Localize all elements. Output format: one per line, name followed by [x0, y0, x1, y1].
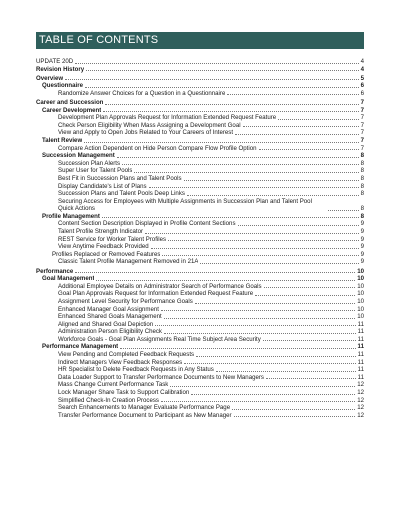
toc-entry[interactable] — [36, 258, 364, 266]
document-page — [36, 32, 364, 419]
toc-entry-title: Profile Management — [42, 212, 100, 220]
toc-page-number: 8 — [360, 167, 364, 175]
toc-entry[interactable] — [36, 114, 364, 122]
toc-page-number: 9 — [360, 250, 364, 258]
toc-page-number: 7 — [360, 121, 364, 129]
toc-entry-title: Additional Employee Details on Administrator Search of Performance Goals — [58, 282, 262, 290]
toc-entry[interactable] — [36, 183, 364, 191]
toc-leader-dots — [161, 310, 355, 311]
toc-entry-title: Data Loader Support to Transfer Performance Documents to New Managers — [58, 373, 264, 381]
toc-list — [36, 58, 364, 419]
toc-entry-title: Compare Action Dependent on Hide Person Compare Flow Profile Option — [58, 144, 257, 152]
toc-leader-dots — [164, 318, 356, 319]
toc-leader-dots — [264, 287, 356, 288]
toc-page-number: 8 — [360, 174, 364, 182]
toc-entry[interactable] — [36, 228, 364, 236]
toc-entry-title: Aligned and Shared Goal Depiction — [58, 320, 154, 328]
toc-entry[interactable] — [36, 275, 364, 283]
toc-page-number: 12 — [357, 396, 364, 404]
toc-entry[interactable] — [36, 137, 364, 145]
toc-entry[interactable] — [36, 190, 364, 198]
toc-leader-dots — [328, 210, 359, 211]
toc-page-number: 4 — [360, 65, 364, 73]
toc-leader-dots — [85, 87, 359, 88]
toc-page-number: 10 — [357, 282, 364, 290]
toc-leader-dots — [259, 149, 359, 150]
toc-entry-title: Search Enhancements to Manager Evaluate Performance Page — [58, 404, 231, 412]
toc-entry[interactable] — [36, 99, 364, 107]
toc-leader-dots — [134, 172, 358, 173]
toc-page-number: 8 — [360, 205, 364, 213]
toc-leader-dots — [191, 394, 355, 395]
toc-page-number: 8 — [360, 182, 364, 190]
toc-page-number: 8 — [360, 190, 364, 198]
toc-entry[interactable] — [36, 366, 364, 374]
toc-entry-title: Classic Talent Profile Management Removed in 21A — [58, 258, 199, 266]
toc-entry-title: Development Plan Approvals Request for Information Extended Request Feature — [58, 114, 277, 122]
toc-entry[interactable] — [36, 351, 364, 359]
toc-page-number: 11 — [357, 358, 364, 366]
toc-entry[interactable] — [36, 122, 364, 130]
toc-leader-dots — [187, 195, 359, 196]
toc-page-number: 11 — [357, 373, 364, 381]
toc-page-number: 11 — [357, 328, 364, 336]
toc-entry-title: Performance Management — [42, 343, 119, 351]
toc-page-number: 9 — [360, 243, 364, 251]
toc-entry[interactable] — [36, 243, 364, 251]
toc-page-number: 7 — [360, 144, 364, 152]
toc-leader-dots — [200, 263, 358, 264]
toc-entry-title: Succession Management — [42, 152, 115, 160]
toc-leader-dots — [184, 180, 359, 181]
toc-entry-title: Super User for Talent Pools — [58, 167, 133, 175]
toc-page-number: 10 — [357, 305, 364, 313]
toc-leader-dots — [103, 111, 358, 112]
toc-entry[interactable] — [36, 58, 364, 66]
toc-leader-dots — [195, 303, 355, 304]
toc-entry[interactable] — [36, 404, 364, 412]
toc-page-number: 11 — [357, 343, 364, 351]
toc-entry-title: Enhanced Manager Goal Assignment — [58, 305, 159, 313]
toc-leader-dots — [227, 94, 358, 95]
toc-page-number: 7 — [360, 106, 364, 114]
toc-entry-title: View Pending and Completed Feedback Requests — [58, 351, 195, 359]
toc-entry[interactable] — [36, 251, 364, 259]
toc-leader-dots — [234, 416, 356, 417]
toc-entry[interactable] — [36, 175, 364, 183]
toc-leader-dots — [102, 217, 359, 218]
toc-entry[interactable] — [36, 336, 364, 344]
toc-page-number: 8 — [360, 159, 364, 167]
toc-entry-title: Administration Person Eligibility Check — [58, 328, 162, 336]
toc-entry-title: Workforce Goals - Goal Plan Assignments Real Time Subject Area Security — [58, 335, 261, 343]
toc-entry-title: Performance — [36, 267, 74, 275]
toc-page-number: 6 — [360, 89, 364, 97]
toc-leader-dots — [184, 363, 355, 364]
toc-page-number: 12 — [357, 404, 364, 412]
toc-page-number: 11 — [357, 335, 364, 343]
toc-entry-title: REST Service for Worker Talent Profiles — [58, 235, 167, 243]
toc-entry[interactable] — [36, 66, 364, 74]
toc-leader-dots — [75, 63, 358, 64]
toc-leader-dots — [65, 79, 359, 80]
toc-entry-title: HR Specialist to Delete Feedback Requests in Any Status — [58, 366, 214, 374]
toc-page-number: 12 — [357, 411, 364, 419]
toc-leader-dots — [151, 248, 359, 249]
toc-entry[interactable] — [36, 397, 364, 405]
toc-entry[interactable] — [36, 359, 364, 367]
toc-leader-dots — [243, 126, 359, 127]
toc-entry-title: Assignment Level Security for Performance Goals — [58, 297, 193, 305]
toc-entry[interactable] — [36, 145, 364, 153]
toc-entry-title: Career Development — [42, 106, 102, 114]
toc-entry[interactable] — [36, 152, 364, 160]
toc-entry[interactable] — [36, 107, 364, 115]
toc-leader-dots — [196, 356, 356, 357]
toc-entry-title: Securing Access for Employees with Multiple Assignments in Succession Plan and Talent Pool Quick Actions — [58, 197, 312, 213]
toc-entry-title: Overview — [36, 74, 64, 82]
toc-entry[interactable] — [36, 381, 364, 389]
toc-entry[interactable] — [36, 412, 364, 420]
toc-entry-title: Mass Change Current Performance Task — [58, 381, 169, 389]
toc-entry-title: Profiles Replaced or Removed Features — [52, 250, 161, 258]
toc-entry[interactable] — [36, 90, 364, 98]
toc-entry-title: Succession Plans and Talent Pools Deep Links — [58, 190, 185, 198]
toc-entry[interactable] — [36, 160, 364, 168]
toc-leader-dots — [161, 401, 355, 402]
toc-header — [36, 32, 364, 49]
toc-entry-title: Display Candidate's List of Plans — [58, 182, 147, 190]
toc-entry[interactable] — [36, 343, 364, 351]
toc-leader-dots — [155, 325, 355, 326]
toc-leader-dots — [86, 70, 359, 71]
toc-leader-dots — [168, 240, 359, 241]
toc-page-number: 12 — [357, 389, 364, 397]
toc-leader-dots — [232, 409, 355, 410]
toc-entry-title: UPDATE 20D — [36, 58, 74, 65]
toc-entry-title: Succession Plan Alerts — [58, 159, 120, 167]
toc-entry[interactable] — [36, 167, 364, 175]
toc-leader-dots — [238, 225, 359, 226]
toc-leader-dots — [170, 386, 355, 387]
toc-page-number: 10 — [357, 275, 364, 283]
toc-page-number: 6 — [360, 82, 364, 90]
toc-page-number: 10 — [357, 290, 364, 298]
toc-page-number: 7 — [360, 136, 364, 144]
toc-leader-dots — [266, 378, 356, 379]
toc-page-number: 7 — [360, 98, 364, 106]
toc-entry-title: Simplified Check-In Creation Process — [58, 396, 159, 404]
toc-entry-title: Enhanced Shared Goals Management — [58, 313, 162, 321]
toc-page-number: 11 — [357, 366, 364, 374]
toc-leader-dots — [117, 157, 359, 158]
toc-page-number: 10 — [357, 297, 364, 305]
toc-entry-title: View Anytime Feedback Provided — [58, 243, 149, 251]
toc-entry-title: Content Section Description Displayed in Profile Content Sections — [58, 220, 236, 228]
toc-page-number: 7 — [360, 129, 364, 137]
toc-leader-dots — [84, 142, 358, 143]
toc-entry[interactable] — [36, 389, 364, 397]
toc-entry[interactable] — [36, 298, 364, 306]
toc-entry[interactable] — [36, 290, 364, 298]
toc-entry-title: Goal Management — [42, 275, 95, 283]
toc-page-number: 12 — [357, 381, 364, 389]
toc-page-number: 9 — [360, 228, 364, 236]
toc-entry-title: Lock Manager Share Task to Support Calibration — [58, 389, 190, 397]
toc-page-number: 7 — [360, 114, 364, 122]
toc-page-number: 11 — [357, 320, 364, 328]
toc-page-number: 10 — [357, 313, 364, 321]
toc-leader-dots — [164, 333, 356, 334]
toc-entry[interactable] — [36, 129, 364, 137]
toc-leader-dots — [122, 164, 359, 165]
toc-leader-dots — [149, 187, 359, 188]
toc-entry-title: Indirect Managers View Feedback Responses — [58, 358, 183, 366]
toc-entry-title: Goal Plan Approvals Request for Information Extended Request Feature — [58, 290, 254, 298]
toc-entry[interactable] — [36, 82, 364, 90]
toc-page-number: 4 — [360, 58, 364, 65]
toc-entry[interactable] — [36, 283, 364, 291]
toc-entry-title: Revision History — [36, 65, 85, 73]
toc-entry[interactable] — [36, 198, 364, 213]
toc-entry[interactable] — [36, 220, 364, 228]
toc-page-number: 9 — [360, 258, 364, 266]
toc-entry[interactable] — [36, 313, 364, 321]
toc-entry[interactable] — [36, 75, 364, 83]
toc-entry[interactable] — [36, 374, 364, 382]
toc-leader-dots — [255, 295, 355, 296]
toc-page-number: 9 — [360, 235, 364, 243]
toc-leader-dots — [96, 280, 355, 281]
toc-page-number: 5 — [360, 74, 364, 82]
toc-leader-dots — [120, 348, 355, 349]
toc-entry-title: View and Apply to Open Jobs Related to Your Careers of Interest — [58, 129, 234, 137]
toc-page-number: 10 — [357, 267, 364, 275]
toc-entry-title: Questionnaire — [42, 82, 83, 90]
toc-leader-dots — [278, 119, 358, 120]
toc-entry[interactable] — [36, 268, 364, 276]
toc-entry-title: Talent Profile Strength Indicator — [58, 228, 144, 236]
toc-entry[interactable] — [36, 321, 364, 329]
toc-entry[interactable] — [36, 306, 364, 314]
toc-entry-title: Best Fit in Succession Plans and Talent Pools — [58, 174, 182, 182]
toc-page-number: 8 — [360, 212, 364, 220]
toc-leader-dots — [235, 134, 359, 135]
toc-page-number: 8 — [360, 152, 364, 160]
toc-entry[interactable] — [36, 236, 364, 244]
toc-title: TABLE OF CONTENTS — [39, 34, 159, 46]
toc-entry-title: Transfer Performance Document to Participant as New Manager — [58, 411, 232, 419]
toc-leader-dots — [105, 104, 358, 105]
toc-entry[interactable] — [36, 328, 364, 336]
toc-leader-dots — [145, 233, 359, 234]
toc-leader-dots — [162, 255, 358, 256]
toc-leader-dots — [263, 340, 356, 341]
toc-page-number: 11 — [357, 351, 364, 359]
toc-entry-title: Talent Review — [42, 136, 83, 144]
toc-entry-title: Check Person Eligibility When Mass Assigning a Development Goal — [58, 121, 241, 129]
toc-entry-title: Career and Succession — [36, 98, 104, 106]
toc-page-number: 9 — [360, 220, 364, 228]
toc-leader-dots — [216, 371, 356, 372]
toc-entry-title: Randomize Answer Choices for a Question in a Questionnaire — [58, 89, 226, 97]
toc-leader-dots — [75, 272, 355, 273]
toc-entry[interactable] — [36, 213, 364, 221]
